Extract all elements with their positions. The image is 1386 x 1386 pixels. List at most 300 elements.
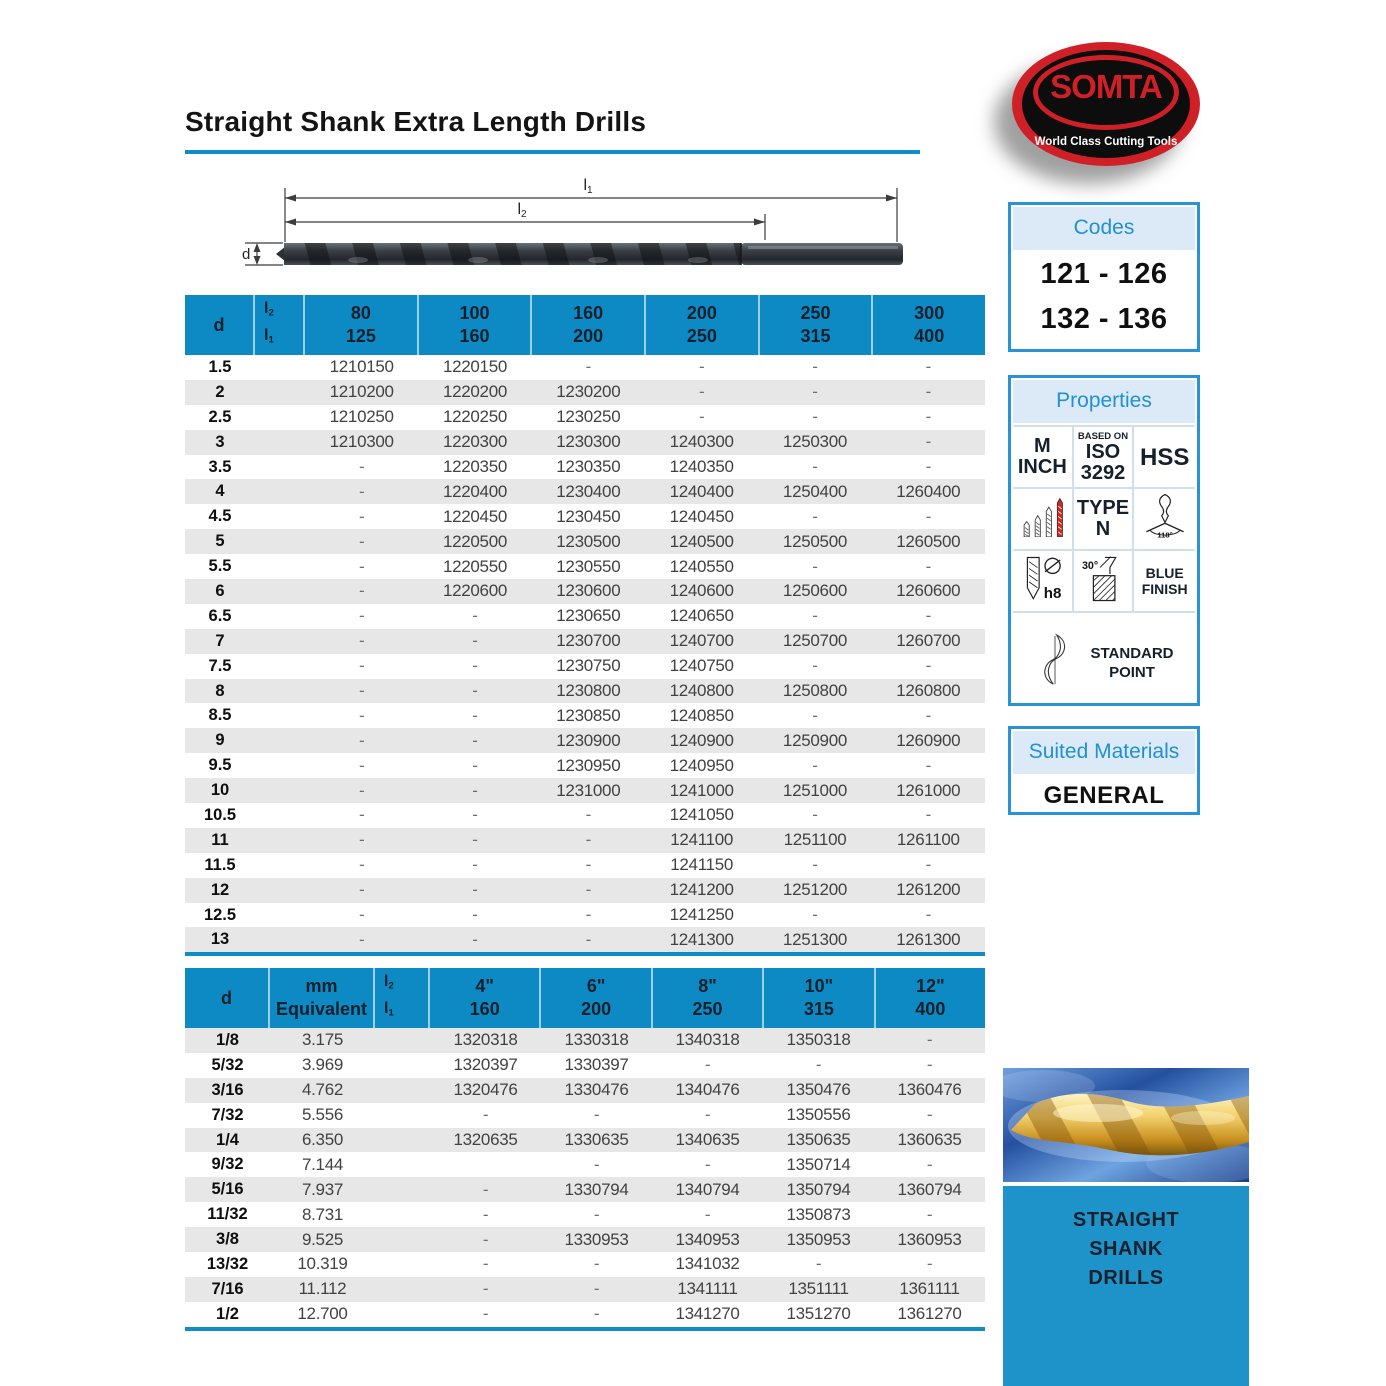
suited-box-title: Suited Materials [1013, 731, 1195, 774]
code-cell: 1340476 [675, 1080, 740, 1100]
property-label-line: TYPE [1076, 497, 1130, 519]
code-cell: - [358, 780, 365, 800]
code-cell: - [812, 506, 818, 526]
table-row [185, 455, 985, 480]
property-text-cell [1074, 487, 1135, 549]
code-cell: 1360794 [897, 1179, 962, 1199]
code-cell: 1240850 [669, 705, 734, 725]
table-row [185, 579, 985, 604]
size-cell: 7 [215, 631, 225, 650]
code-cell: 1361111 [899, 1279, 960, 1299]
code-cell: - [926, 1055, 933, 1075]
size-cell: 4 [215, 482, 225, 501]
property-label-line: INCH [1017, 456, 1067, 478]
code-cell: 1240900 [669, 730, 734, 750]
point-angle-cell [1134, 487, 1195, 549]
code-cell: - [358, 905, 365, 925]
properties-grid [1013, 425, 1195, 611]
code-cell: 1361270 [897, 1304, 962, 1324]
code-cell: 1251000 [782, 780, 848, 800]
code-cell: 1260800 [896, 681, 961, 701]
size-cell: 11 [211, 830, 229, 849]
size-cell: 9 [215, 731, 225, 750]
code-cell: - [472, 681, 478, 701]
code-cell: 1330476 [564, 1080, 629, 1100]
suited-material-value: GENERAL [1043, 782, 1165, 809]
properties-box [1008, 375, 1200, 706]
helix-angle-icon [1080, 555, 1125, 608]
code-cell: - [812, 656, 818, 676]
code-cell: - [812, 606, 818, 626]
code-cell: - [704, 1204, 711, 1224]
code-cell: 1220400 [442, 481, 508, 501]
table-bottom-rule [185, 1327, 985, 1331]
code-cell: 1230350 [556, 457, 621, 476]
code-cell: - [926, 1254, 933, 1274]
property-text-cell [1013, 425, 1074, 487]
code-cell: - [925, 705, 931, 725]
code-cell: - [812, 407, 818, 427]
column-header-size: 80 125 [305, 295, 419, 355]
property-text-cell [1134, 425, 1195, 487]
table-header-row [185, 968, 985, 1028]
code-cell: - [358, 929, 365, 949]
code-cell: 1220150 [442, 357, 508, 377]
tolerance-icon [1019, 554, 1066, 608]
code-cell: 1251300 [782, 929, 848, 949]
code-cell: 1210200 [329, 382, 394, 402]
drill-set-icon [1019, 496, 1065, 542]
code-cell: - [704, 1154, 711, 1174]
code-cell: 1251100 [783, 830, 847, 850]
mm-equivalent-cell: 7.937 [301, 1179, 344, 1199]
code-cell: - [593, 1254, 600, 1274]
code-cell: - [472, 656, 478, 676]
brand-name: SOMTA [1050, 68, 1162, 105]
size-cell: 2 [215, 382, 225, 401]
standard-point-row [1013, 611, 1195, 712]
mm-equivalent-cell: 10.319 [297, 1254, 348, 1274]
code-cell: - [472, 905, 478, 925]
code-cell: 1240950 [669, 755, 734, 775]
codes-values [1011, 252, 1197, 342]
code-cell: 1350556 [786, 1105, 851, 1125]
size-cell: 1/8 [216, 1030, 239, 1049]
code-cell: - [812, 382, 818, 402]
code-cell: - [925, 382, 931, 402]
page-title: Straight Shank Extra Length Drills [185, 106, 647, 137]
code-cell: - [812, 556, 818, 576]
table-row [185, 554, 985, 579]
code-cell: - [585, 929, 591, 949]
code-cell: - [812, 805, 818, 825]
code-cell: 1341270 [675, 1304, 740, 1324]
table-row [185, 1252, 985, 1277]
code-cell: - [812, 357, 818, 377]
code-cell: 1340635 [675, 1130, 740, 1149]
code-cell: 1350635 [786, 1130, 851, 1149]
code-cell: - [482, 1204, 489, 1224]
code-cell: 1261300 [896, 929, 961, 949]
size-cell: 10 [210, 781, 230, 800]
code-cell: 1241050 [669, 805, 734, 825]
code-cell: - [925, 556, 931, 576]
code-cell: - [698, 357, 705, 377]
table-row [185, 1128, 985, 1153]
category-panel-line: STRAIGHT [1072, 1209, 1180, 1231]
code-cell: 1230250 [556, 407, 621, 427]
size-cell: 7/32 [211, 1105, 244, 1124]
code-cell: 1350714 [786, 1154, 851, 1174]
table-row [185, 1177, 985, 1202]
table-row [185, 903, 985, 928]
code-cell: 1240500 [669, 531, 734, 551]
size-cell: 8.5 [208, 706, 232, 725]
column-header-size: 12" 400 [915, 976, 946, 1019]
code-cell: 1250600 [782, 581, 848, 601]
code-cell: 1210150 [329, 357, 394, 377]
code-cell: - [472, 805, 478, 825]
code-cell: 1260900 [896, 730, 961, 750]
code-cell: - [925, 805, 931, 825]
column-header-lengths: l2 l1 [255, 295, 305, 355]
code-cell: 1350794 [786, 1179, 851, 1199]
code-cell: 1241000 [669, 780, 734, 800]
code-cell: - [926, 1030, 933, 1050]
mm-equivalent-cell: 12.700 [297, 1304, 348, 1324]
code-cell: - [593, 1279, 600, 1299]
table-row [185, 753, 985, 778]
code-cell: 1210250 [329, 407, 394, 427]
code-cell: 1250900 [782, 730, 848, 750]
table-row [185, 1277, 985, 1302]
code-cell: - [358, 506, 365, 526]
code-cell: 1240300 [669, 432, 734, 452]
size-cell: 9.5 [208, 756, 232, 775]
property-label-line: FINISH [1141, 581, 1188, 597]
code-cell: 1341032 [675, 1254, 740, 1274]
code-cell: 1230950 [556, 755, 621, 775]
code-cell: - [585, 805, 591, 825]
standard-point-icon [1030, 632, 1080, 693]
table-row [185, 355, 985, 380]
property-label-line: M [1033, 435, 1051, 457]
code-cell: 1240600 [669, 581, 734, 601]
size-cell: 11.5 [204, 855, 236, 874]
table-row [185, 1028, 985, 1053]
code-cell: 1360635 [897, 1130, 962, 1149]
mm-equivalent-cell: 3.969 [301, 1055, 344, 1075]
code-cell: - [472, 606, 478, 626]
code-cell: 1260400 [896, 481, 961, 501]
brand-tagline: World Class Cutting Tools [1034, 136, 1178, 148]
code-cell: 1220450 [442, 506, 508, 526]
code-cell: - [593, 1204, 600, 1224]
code-cell: - [925, 855, 931, 875]
code-cell: - [815, 1254, 822, 1274]
mm-equivalent-cell: 4.762 [301, 1080, 344, 1100]
size-cell: 8 [215, 681, 225, 700]
property-text-cell [1074, 425, 1135, 487]
table-row [185, 1302, 985, 1327]
metric-size-table [185, 295, 985, 956]
code-cell: - [925, 606, 931, 626]
table-row [185, 1227, 985, 1252]
mm-equivalent-cell: 7.144 [301, 1154, 344, 1174]
code-cell: 1360953 [897, 1229, 962, 1249]
column-header-size: 4" 160 [430, 968, 541, 1028]
table-row [185, 778, 985, 803]
code-cell: 1230700 [556, 631, 621, 651]
code-cell: - [698, 382, 705, 402]
code-cell: - [482, 1254, 489, 1274]
inch-size-table [185, 968, 985, 1331]
code-cell: - [358, 855, 365, 875]
code-cell: - [358, 556, 365, 576]
table-row [185, 1078, 985, 1103]
mm-equivalent-cell: 8.731 [301, 1204, 344, 1224]
code-cell: - [925, 755, 931, 775]
column-header-size: 300 400 [914, 303, 945, 346]
code-cell: 1241200 [669, 880, 734, 900]
property-label-line: 3292 [1080, 461, 1126, 484]
size-cell: 3.5 [208, 457, 232, 476]
code-cell: - [925, 506, 931, 526]
code-cell: 1230750 [556, 656, 621, 676]
code-cell: 1240650 [669, 606, 734, 626]
category-panel [1003, 1186, 1249, 1386]
size-cell: 12 [210, 880, 230, 899]
code-cell: - [925, 457, 931, 476]
size-cell: 7.5 [208, 656, 232, 675]
code-cell: 1240350 [669, 457, 734, 476]
size-cell: 6 [215, 581, 225, 600]
column-header-d: d [185, 295, 255, 355]
code-cell: 1240700 [669, 631, 734, 651]
table-header-row [185, 295, 985, 355]
code-cell: 1241250 [669, 905, 734, 925]
code-range-line: 121 - 126 [1040, 258, 1168, 290]
code-cell: 1220550 [442, 556, 508, 576]
mm-equivalent-cell: 5.556 [301, 1105, 344, 1125]
code-cell: 1230550 [556, 556, 621, 576]
size-cell: 6.5 [208, 606, 232, 625]
code-cell: - [358, 730, 365, 750]
table-row [185, 1053, 985, 1078]
code-cell: - [472, 880, 478, 900]
table-row [185, 853, 985, 878]
code-cell: - [704, 1055, 711, 1075]
code-cell: 1210300 [329, 432, 394, 452]
code-cell: 1250400 [782, 481, 848, 501]
column-header-lengths: l2 l1 [375, 968, 430, 1028]
code-cell: - [472, 855, 478, 875]
property-small-label: BASED ON [1077, 430, 1129, 442]
code-cell: - [358, 830, 365, 850]
code-cell: 1250300 [782, 432, 848, 452]
category-panel-line: SHANK [1089, 1238, 1163, 1260]
code-cell: 1250500 [782, 531, 848, 551]
code-cell: 1360476 [897, 1080, 962, 1100]
property-label-line: BLUE [1145, 565, 1184, 581]
table-row [185, 604, 985, 629]
table-row [185, 828, 985, 853]
code-cell: - [482, 1105, 489, 1125]
code-cell: 1330953 [564, 1229, 629, 1249]
code-cell: - [585, 357, 591, 377]
code-cell: 1261000 [896, 780, 961, 800]
code-cell: - [812, 755, 818, 775]
size-cell: 3 [215, 432, 225, 451]
tolerance-cell [1013, 549, 1074, 611]
code-cell: 1230650 [556, 606, 621, 626]
code-cell: - [698, 407, 705, 427]
code-cell: 1230300 [556, 432, 621, 452]
svg-text:118°: 118° [1157, 530, 1173, 540]
code-cell: - [472, 780, 478, 800]
logo-oval [1012, 42, 1200, 166]
column-header-size: 6" 200 [541, 968, 652, 1028]
code-cell: - [472, 929, 478, 949]
code-cell: 1220200 [442, 382, 508, 402]
size-cell: 11/32 [207, 1205, 248, 1224]
code-cell: - [482, 1179, 489, 1199]
size-cell: 5/32 [211, 1055, 244, 1074]
code-cell: - [358, 705, 365, 725]
table-row [185, 479, 985, 504]
code-cell: - [358, 531, 365, 551]
code-cell: 1340953 [675, 1229, 740, 1249]
code-cell: - [585, 905, 591, 925]
code-cell: 1240450 [669, 506, 734, 526]
code-cell: - [815, 1055, 822, 1075]
code-cell: 1350476 [786, 1080, 851, 1100]
code-cell: - [585, 880, 591, 900]
helix-angle-cell [1074, 549, 1135, 611]
size-cell: 10.5 [203, 805, 237, 824]
somta-logo [1012, 42, 1200, 166]
drill-dimension-diagram [238, 172, 913, 284]
table-row [185, 703, 985, 728]
table-row [185, 1202, 985, 1227]
table-row [185, 1103, 985, 1128]
code-cell: - [925, 357, 931, 377]
mm-equivalent-cell: 11.112 [298, 1279, 347, 1299]
code-cell: - [812, 705, 818, 725]
svg-text:h8: h8 [1043, 584, 1062, 602]
column-header-size: 100 160 [419, 295, 533, 355]
code-cell: 1240400 [669, 481, 734, 501]
code-cell: - [482, 1304, 489, 1324]
code-cell: - [704, 1105, 711, 1125]
code-cell: 1250700 [782, 631, 848, 651]
mm-equivalent-cell: 3.175 [301, 1030, 344, 1050]
size-cell: 3/16 [211, 1080, 244, 1099]
code-cell: 1230500 [556, 531, 621, 551]
table-row [185, 679, 985, 704]
code-cell: 1350953 [786, 1229, 851, 1249]
property-label-line: ISO [1085, 440, 1121, 463]
code-cell: - [358, 681, 365, 701]
code-cell: - [358, 481, 365, 501]
table-row [185, 529, 985, 554]
mm-equivalent-cell: 9.525 [301, 1229, 344, 1249]
code-cell: 1241300 [669, 929, 734, 949]
code-cell: - [585, 855, 591, 875]
code-cell: 1241150 [670, 855, 734, 875]
code-cell: - [472, 705, 478, 725]
drill-set-cell [1013, 487, 1074, 549]
table-bottom-rule [185, 952, 985, 956]
table-row [185, 504, 985, 529]
standard-point-label: STANDARD POINT [1090, 644, 1174, 681]
svg-text:30°: 30° [1082, 559, 1099, 572]
code-cell: 1330318 [564, 1030, 629, 1050]
column-header-d: d [185, 968, 270, 1028]
code-cell: 1230600 [556, 581, 621, 601]
size-cell: 5.5 [208, 557, 232, 576]
code-cell: 1230800 [556, 681, 621, 701]
code-cell: 1320318 [453, 1030, 518, 1050]
code-cell: 1330635 [564, 1130, 629, 1149]
code-cell: 1230850 [556, 705, 621, 725]
code-cell: - [926, 1204, 933, 1224]
properties-box-title: Properties [1013, 380, 1195, 423]
column-header-mm-equivalent: mm Equivalent [270, 968, 375, 1028]
code-cell: - [482, 1279, 489, 1299]
code-cell: - [472, 830, 478, 850]
size-cell: 12.5 [203, 905, 237, 924]
code-cell: 1230450 [556, 506, 621, 526]
code-cell: - [925, 905, 931, 925]
code-cell: - [925, 656, 931, 676]
code-cell: 1320397 [453, 1055, 518, 1075]
code-cell: 1230200 [556, 382, 621, 402]
drill-illustration [276, 243, 903, 265]
code-cell: 1320476 [453, 1080, 518, 1100]
column-header-size: 250 315 [760, 295, 874, 355]
code-cell: - [812, 905, 818, 925]
code-cell: - [358, 805, 365, 825]
code-cell: - [585, 830, 591, 850]
column-header-size: 200 250 [646, 295, 760, 355]
property-text-cell [1134, 549, 1195, 611]
code-cell: 1240550 [669, 556, 734, 576]
size-cell: 2.5 [208, 407, 232, 426]
table-row [185, 1152, 985, 1177]
code-cell: - [593, 1304, 600, 1324]
table-row [185, 629, 985, 654]
property-label-line: HSS [1139, 443, 1190, 471]
code-cell: 1351270 [786, 1304, 851, 1324]
code-cell: 1220250 [442, 407, 508, 427]
code-cell: - [358, 755, 365, 775]
table-row [185, 380, 985, 405]
code-cell: - [926, 1105, 933, 1125]
size-cell: 1/4 [216, 1130, 239, 1149]
size-cell: 4.5 [208, 507, 232, 526]
category-panel-line: DRILLS [1088, 1267, 1164, 1289]
l2-dimension-label: l2 [517, 201, 527, 220]
codes-box-title: Codes [1013, 207, 1195, 250]
code-cell: 1341111 [677, 1279, 738, 1299]
code-cell: 1260600 [896, 581, 961, 601]
codes-box [1008, 202, 1200, 352]
code-cell: - [925, 432, 931, 452]
code-cell: - [358, 631, 365, 651]
table-row [185, 430, 985, 455]
code-cell: - [358, 656, 365, 676]
